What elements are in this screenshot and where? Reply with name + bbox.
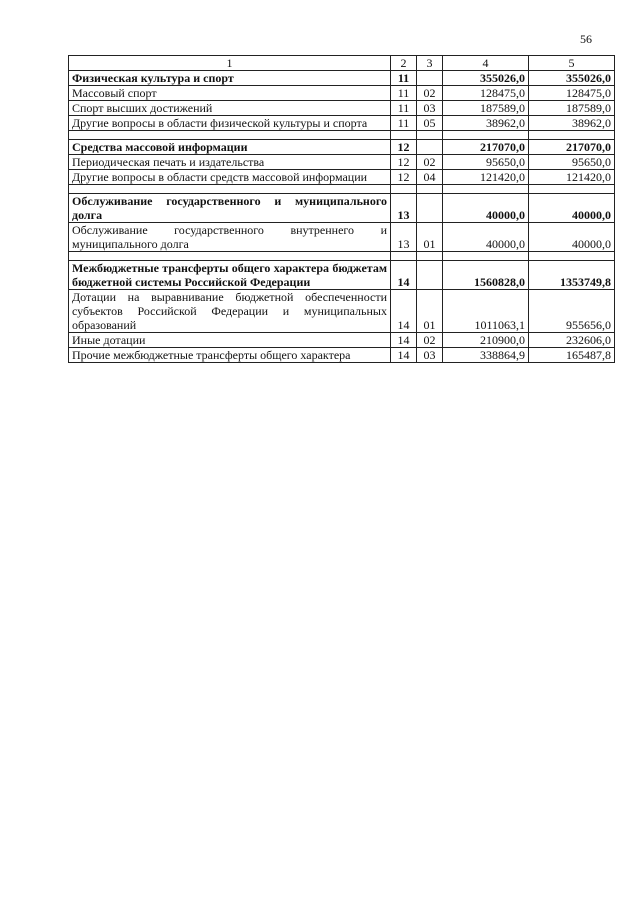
row-name-cell: Прочие межбюджетные трансферты общего характера (69, 348, 391, 363)
header-cell-1: 1 (69, 56, 391, 71)
amount-2-cell: 187589,0 (529, 101, 615, 116)
row-name-cell: Физическая культура и спорт (69, 71, 391, 86)
amount-2-cell: 40000,0 (529, 223, 615, 252)
section-code-cell: 12 (391, 140, 417, 155)
section-code-cell: 14 (391, 348, 417, 363)
amount-2-cell: 355026,0 (529, 71, 615, 86)
table-row (69, 348, 615, 363)
spacer-cell (529, 131, 615, 140)
budget-table (68, 55, 615, 363)
spacer-cell (417, 185, 443, 194)
amount-1-cell: 338864,9 (443, 348, 529, 363)
section-code-cell: 13 (391, 194, 417, 223)
table-body (69, 56, 615, 363)
header-cell-3: 3 (417, 56, 443, 71)
spacer-cell (69, 131, 391, 140)
spacer-cell (417, 131, 443, 140)
subsection-code-cell (417, 194, 443, 223)
amount-1-cell: 210900,0 (443, 333, 529, 348)
amount-2-cell: 955656,0 (529, 290, 615, 333)
amount-2-cell: 40000,0 (529, 194, 615, 223)
spacer-row (69, 131, 615, 140)
amount-1-cell: 40000,0 (443, 223, 529, 252)
section-code-cell: 14 (391, 333, 417, 348)
amount-1-cell: 121420,0 (443, 170, 529, 185)
row-name-cell: Дотации на выравнивание бюджетной обеспеченности субъектов Российской Федерации и муниципальных образований (69, 290, 391, 333)
table-row (69, 290, 615, 333)
amount-2-cell: 95650,0 (529, 155, 615, 170)
section-row (69, 261, 615, 290)
subsection-code-cell: 01 (417, 223, 443, 252)
section-row (69, 140, 615, 155)
subsection-code-cell: 02 (417, 333, 443, 348)
spacer-cell (443, 252, 529, 261)
section-code-cell: 14 (391, 261, 417, 290)
spacer-row (69, 252, 615, 261)
table-row (69, 223, 615, 252)
amount-1-cell: 1560828,0 (443, 261, 529, 290)
row-name-cell: Средства массовой информации (69, 140, 391, 155)
section-row (69, 194, 615, 223)
section-code-cell: 11 (391, 101, 417, 116)
spacer-cell (391, 131, 417, 140)
subsection-code-cell: 04 (417, 170, 443, 185)
row-name-cell: Другие вопросы в области средств массовой информации (69, 170, 391, 185)
subsection-code-cell (417, 140, 443, 155)
section-code-cell: 12 (391, 170, 417, 185)
amount-1-cell: 217070,0 (443, 140, 529, 155)
subsection-code-cell (417, 71, 443, 86)
section-code-cell: 11 (391, 71, 417, 86)
spacer-cell (391, 252, 417, 261)
table-row (69, 333, 615, 348)
spacer-cell (391, 185, 417, 194)
subsection-code-cell (417, 261, 443, 290)
amount-1-cell: 95650,0 (443, 155, 529, 170)
amount-2-cell: 121420,0 (529, 170, 615, 185)
amount-2-cell: 1353749,8 (529, 261, 615, 290)
row-name-cell: Иные дотации (69, 333, 391, 348)
section-code-cell: 13 (391, 223, 417, 252)
subsection-code-cell: 05 (417, 116, 443, 131)
row-name-cell: Обслуживание государственного внутреннего и муниципального долга (69, 223, 391, 252)
amount-2-cell: 232606,0 (529, 333, 615, 348)
amount-1-cell: 38962,0 (443, 116, 529, 131)
page-number: 56 (580, 32, 592, 46)
row-name-cell: Массовый спорт (69, 86, 391, 101)
spacer-cell (69, 185, 391, 194)
header-cell-4: 4 (443, 56, 529, 71)
spacer-cell (529, 252, 615, 261)
spacer-cell (69, 252, 391, 261)
subsection-code-cell: 01 (417, 290, 443, 333)
row-name-cell: Межбюджетные трансферты общего характера бюджетам бюджетной системы Российской Федерации (69, 261, 391, 290)
amount-1-cell: 355026,0 (443, 71, 529, 86)
amount-2-cell: 128475,0 (529, 86, 615, 101)
spacer-cell (443, 185, 529, 194)
subsection-code-cell: 03 (417, 101, 443, 116)
subsection-code-cell: 02 (417, 155, 443, 170)
amount-1-cell: 187589,0 (443, 101, 529, 116)
amount-1-cell: 128475,0 (443, 86, 529, 101)
row-name-cell: Периодическая печать и издательства (69, 155, 391, 170)
table-row (69, 86, 615, 101)
row-name-cell: Обслуживание государственного и муниципального долга (69, 194, 391, 223)
spacer-cell (417, 252, 443, 261)
section-code-cell: 11 (391, 116, 417, 131)
spacer-row (69, 185, 615, 194)
amount-2-cell: 217070,0 (529, 140, 615, 155)
amount-1-cell: 1011063,1 (443, 290, 529, 333)
table-row (69, 116, 615, 131)
header-cell-5: 5 (529, 56, 615, 71)
table-row (69, 155, 615, 170)
header-row (69, 56, 615, 71)
amount-1-cell: 40000,0 (443, 194, 529, 223)
section-code-cell: 12 (391, 155, 417, 170)
row-name-cell: Другие вопросы в области физической культуры и спорта (69, 116, 391, 131)
table-row (69, 170, 615, 185)
amount-2-cell: 38962,0 (529, 116, 615, 131)
spacer-cell (443, 131, 529, 140)
section-code-cell: 14 (391, 290, 417, 333)
subsection-code-cell: 03 (417, 348, 443, 363)
section-code-cell: 11 (391, 86, 417, 101)
subsection-code-cell: 02 (417, 86, 443, 101)
spacer-cell (529, 185, 615, 194)
section-row (69, 71, 615, 86)
amount-2-cell: 165487,8 (529, 348, 615, 363)
header-cell-2: 2 (391, 56, 417, 71)
table-row (69, 101, 615, 116)
row-name-cell: Спорт высших достижений (69, 101, 391, 116)
